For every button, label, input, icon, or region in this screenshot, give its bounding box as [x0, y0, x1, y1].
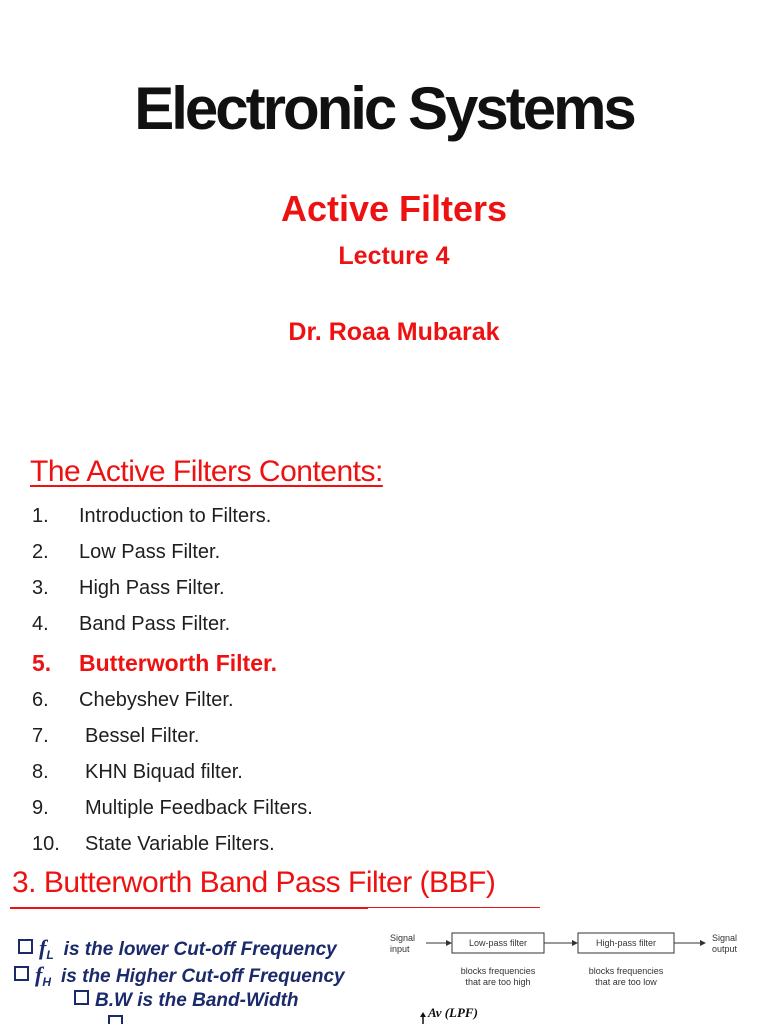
arrow-head: [700, 940, 706, 946]
graph-axis-arrow-icon: [418, 1012, 428, 1024]
low-pass-caption: blocks frequencies that are too high: [460, 966, 536, 987]
bullet-item: $f_L$ is the lower Cut-off Frequency: [18, 935, 337, 962]
bullet-item: $f_H$ is the Higher Cut-off Frequency: [14, 962, 345, 989]
checkbox-icon: [108, 1015, 123, 1024]
high-pass-caption: blocks frequencies that are too low: [588, 966, 664, 987]
contents-heading: The Active Filters Contents:: [30, 455, 383, 488]
bullet-item-partial: [108, 1015, 129, 1024]
block-diagram: [368, 908, 768, 996]
high-pass-label: High-pass filter: [595, 938, 657, 948]
arrow-head: [572, 940, 578, 946]
signal-input-label: Signal input: [390, 933, 416, 954]
page-title: Electronic Systems: [134, 75, 634, 142]
checkbox-icon: [18, 939, 33, 954]
subtitle: Active Filters: [280, 188, 508, 229]
graph-label: Av (LPF): [428, 1005, 478, 1020]
signal-output-label: Signal output: [712, 933, 738, 954]
arrow-head: [446, 940, 452, 946]
section-heading: 3. Butterworth Band Pass Filter (BBF): [12, 866, 496, 899]
bullet-item: B.W is the Band-Width: [74, 990, 299, 1012]
author-name: Dr. Roaa Mubarak: [288, 318, 500, 346]
checkbox-icon: [74, 990, 89, 1005]
low-pass-label: Low-pass filter: [468, 938, 528, 948]
lecture-number: Lecture 4: [338, 242, 450, 270]
checkbox-icon: [14, 966, 29, 981]
